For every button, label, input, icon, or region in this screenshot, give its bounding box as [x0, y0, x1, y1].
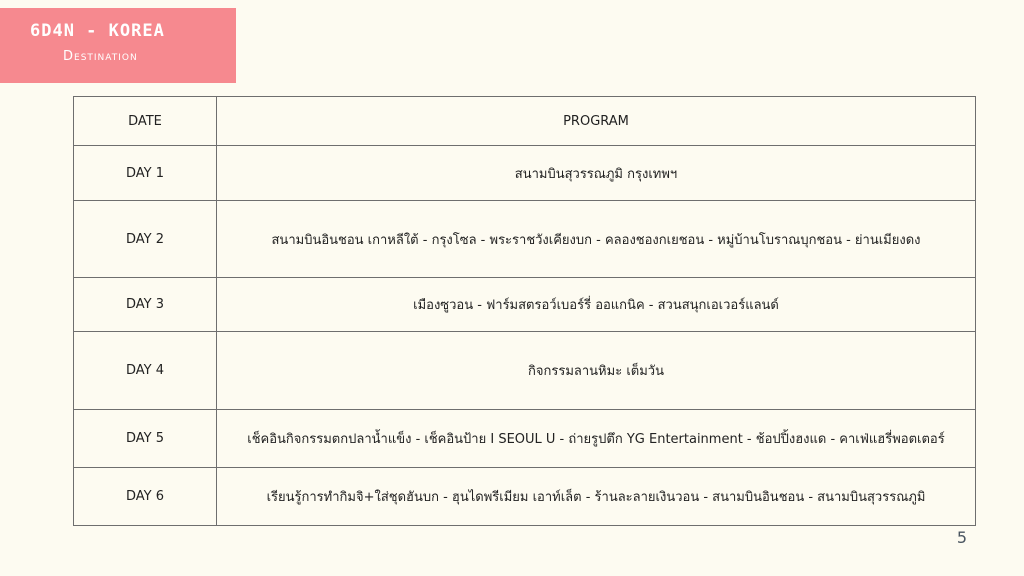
table-row	[74, 201, 976, 278]
page-number: 5	[956, 528, 967, 547]
page-subtitle: Destination	[63, 49, 138, 64]
program-cell: เช็คอินกิจกรรมตกปลาน้ำแข็ง - เช็คอินป้าย I SEOUL U - ถ่ายรูปตึก YG Entertainment - ช้อปปิ้งฮงแด - คาเฟ่แฮรี่พอตเตอร์	[217, 410, 976, 468]
table-row	[74, 468, 976, 526]
program-cell: สนามบินอินชอน เกาหลีใต้ - กรุงโซล - พระราชวังเคียงบก - คลองชองกเยชอน - หมู่บ้านโบราณบุกชอน - ย่านเมียงดง	[217, 201, 976, 278]
page-title: 6D4N - KOREA	[30, 21, 165, 41]
day-cell: DAY 3	[74, 278, 217, 332]
day-cell: DAY 5	[74, 410, 217, 468]
day-cell: DAY 4	[74, 332, 217, 410]
table-header-row	[74, 97, 976, 146]
program-cell: สนามบินสุวรรณภูมิ กรุงเทพฯ	[217, 146, 976, 201]
table-row	[74, 410, 976, 468]
itinerary-table	[73, 96, 976, 526]
table-row	[74, 146, 976, 201]
day-cell: DAY 2	[74, 201, 217, 278]
day-cell: DAY 6	[74, 468, 217, 526]
table-row	[74, 278, 976, 332]
day-cell: DAY 1	[74, 146, 217, 201]
column-header-date: DATE	[74, 97, 217, 146]
table-row	[74, 332, 976, 410]
title-banner	[0, 8, 236, 83]
program-cell: กิจกรรมลานหิมะ เต็มวัน	[217, 332, 976, 410]
program-cell: เมืองซูวอน - ฟาร์มสตรอว์เบอร์รี่ ออแกนิค - สวนสนุกเอเวอร์แลนด์	[217, 278, 976, 332]
program-cell: เรียนรู้การทำกิมจิ+ใส่ชุดฮันบก - ฮุนไดพรีเมียม เอาท์เล็ต - ร้านละลายเงินวอน - สนามบินอินชอน - สนามบินสุวรรณภูมิ	[217, 468, 976, 526]
column-header-program: PROGRAM	[217, 97, 976, 146]
